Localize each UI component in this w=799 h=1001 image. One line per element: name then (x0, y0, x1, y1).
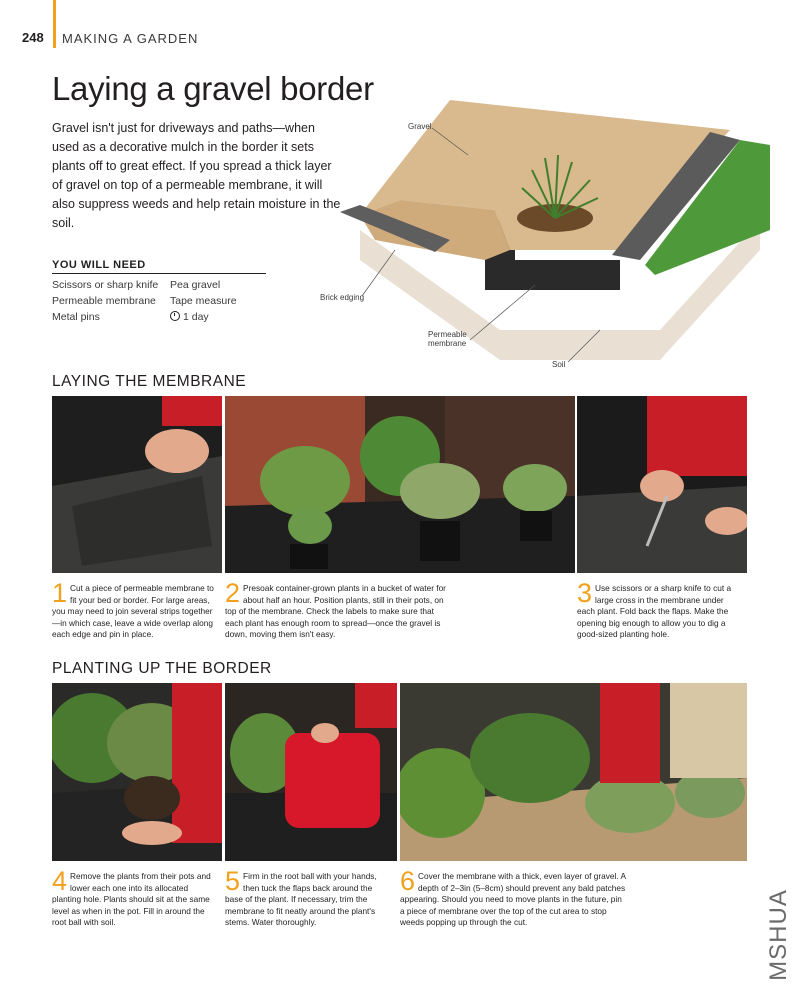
page-title: Laying a gravel border (52, 70, 374, 107)
section-heading-membrane: LAYING THE MEMBRANE (52, 373, 247, 390)
step-number: 4 (52, 866, 68, 896)
clock-icon (170, 311, 180, 321)
step-5 (225, 866, 385, 929)
photo-step-1 (52, 396, 222, 573)
list-item: Scissors or sharp knife (52, 279, 159, 291)
photo-step-5 (225, 683, 397, 861)
step-1 (52, 578, 214, 641)
intro-paragraph: Gravel isn't just for driveways and paths—when used as a decorative mulch in the border it sets plants off to great effect. If you spread a thick layer of gravel on top of a permeable membrane, it will also suppress weeds and help retain moisture in the soil. (52, 121, 341, 230)
step-number: 3 (577, 578, 593, 608)
step-6 (400, 866, 628, 929)
watermark-text: MSHUA (765, 889, 792, 981)
photo-scissors-cut (577, 396, 747, 573)
step-number: 1 (52, 578, 68, 608)
label-soil: Soil (552, 360, 566, 369)
list-item: Permeable membrane (52, 295, 156, 307)
gravel-border-illustration (300, 100, 770, 370)
photo-planting-rootball (52, 683, 222, 861)
step-number: 2 (225, 578, 241, 608)
page-header (0, 0, 799, 60)
list-item: Metal pins (52, 311, 100, 323)
photo-step-4 (52, 683, 222, 861)
photo-spreading-gravel (400, 683, 747, 861)
step-text: Firm in the root ball with your hands, then tuck the flaps back around the base of the plant. If necessary, trim the membrane to fit neatly around the plant's stems. Water thoroughly. (225, 871, 377, 928)
step-text: Remove the plants from their pots and lower each one into its allocated planting hole. Plants should sit at the same level as when in the pot. Fill in around the root ball with soil. (52, 871, 211, 928)
photo-cutting-membrane (52, 396, 222, 573)
step-number: 6 (400, 866, 416, 896)
photo-watering-can (225, 683, 397, 861)
label-permeable-membrane: Permeable membrane (428, 330, 467, 348)
step-text: Cut a piece of permeable membrane to fit your bed or border. For large areas, you may need to join several strips together—in which case, leave a wide overlap along each edge and pin in place. (52, 583, 214, 640)
time-value: 1 day (183, 311, 209, 323)
photo-potted-plants (225, 396, 575, 573)
you-will-need-list-2 (170, 277, 237, 325)
step-4 (52, 866, 216, 929)
step-3 (577, 578, 739, 641)
step-2 (225, 578, 447, 641)
step-text: Cover the membrane with a thick, even layer of gravel. A depth of 2–3in (5–8cm) should prevent any bald patches appearing. Should you need to move plants in the future, pin a piece of membrane over the top of the cut area to stop weeds popping up through the cut. (400, 871, 626, 928)
time-item (170, 309, 237, 325)
photo-step-3 (577, 396, 747, 573)
list-item: Tape measure (170, 295, 237, 307)
label-brick-edging: Brick edging (320, 293, 365, 302)
section-heading-planting: PLANTING UP THE BORDER (52, 660, 272, 677)
section-name: MAKING A GARDEN (62, 31, 199, 46)
step-text: Use scissors or a sharp knife to cut a large cross in the membrane under each plant. Fold back the flaps. Make the opening big enough to allow you to dig a good-sized planting hole. (577, 583, 732, 640)
photo-step-2 (225, 396, 575, 573)
list-item: Pea gravel (170, 279, 221, 291)
page-number: 248 (22, 30, 44, 45)
border-cross-section-graphic (300, 100, 770, 370)
step-text: Presoak container-grown plants in a bucket of water for about half an hour. Position plants, still in their pots, on top of the membrane. Check the labels to make sure that each plant has enough room to spread—once the gravel is down, moving them isn't easy. (225, 583, 446, 640)
photo-step-6 (400, 683, 747, 861)
watermark (764, 880, 794, 990)
you-will-need-list-1 (52, 277, 158, 325)
you-will-need-heading: YOU WILL NEED (52, 259, 266, 274)
header-accent-bar (53, 0, 56, 48)
step-number: 5 (225, 866, 241, 896)
label-gravel: Gravel (408, 122, 432, 131)
